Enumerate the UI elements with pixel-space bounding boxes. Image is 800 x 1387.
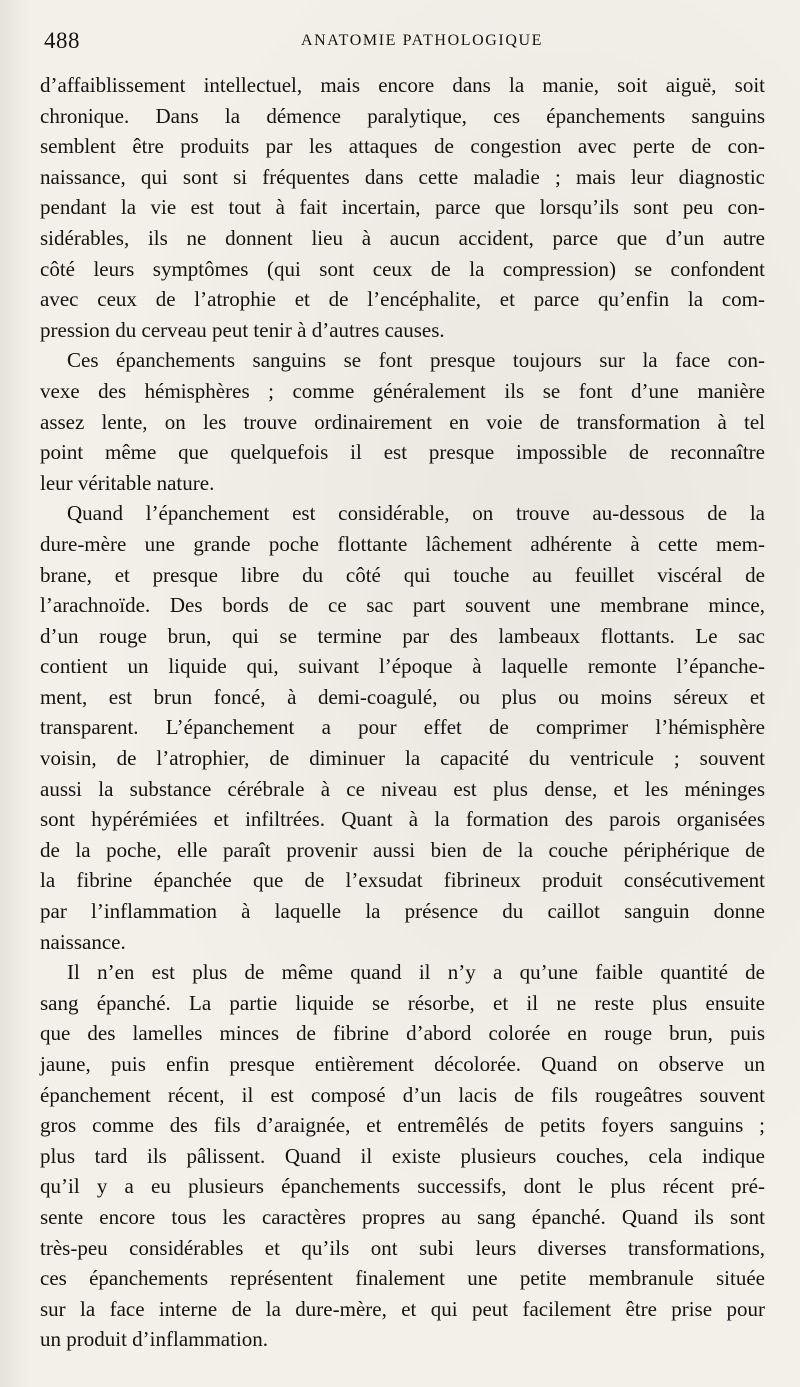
paragraph-3 — [40, 498, 765, 957]
text-line: que des lamelles minces de fibrine d’abord colorée en rouge brun, puis — [40, 1021, 765, 1046]
text-line: gros comme des fils d’araignée, et entremêlés de petits foyers sanguins ; — [40, 1113, 765, 1138]
text-line: pendant la vie est tout à fait incertain, parce que lorsqu’ils sont peu con- — [40, 195, 765, 220]
running-title: ANATOMIE PATHOLOGIQUE — [300, 32, 544, 49]
text-line: sente encore tous les caractères propres au sang épanché. Quand ils sont — [40, 1204, 765, 1229]
text-line: point même que quelquefois il est presque impossible de reconnaître — [40, 440, 765, 465]
text-line: sang épanché. La partie liquide se résorbe, et il ne reste plus ensuite — [40, 990, 765, 1015]
text-line: épanchement récent, il est composé d’un lacis de fils rougeâtres souvent — [40, 1082, 765, 1107]
page-number: 488 — [44, 28, 80, 53]
text-line: sidérables, ils ne donnent lieu à aucun accident, parce que d’un autre — [40, 225, 765, 250]
text-line: jaune, puis enfin presque entièrement décolorée. Quand on observe un — [40, 1052, 765, 1076]
text-line: d’un rouge brun, qui se termine par des lambeaux flottants. Le sac — [40, 623, 765, 648]
text-line: Quand l’épanchement est considérable, on trouve au-dessous de la — [67, 501, 765, 526]
text-line: sur la face interne de la dure-mère, et qui peut facilement être prise pour — [40, 1296, 765, 1321]
text-line: avec ceux de l’atrophie et de l’encéphalite, et parce qu’enfin la com- — [40, 287, 765, 312]
text-line: qu’il y a eu plusieurs épanchements successifs, dont le plus récent pré- — [40, 1174, 765, 1199]
text-line: Il n’en est plus de même quand il n’y a qu’une faible quantité de — [67, 960, 765, 985]
text-line: pression du cerveau peut tenir à d’autres causes. — [40, 317, 445, 342]
text-line: semblent être produits par les attaques de congestion avec perte de con- — [40, 134, 765, 159]
text-line: un produit d’inflammation. — [40, 1327, 269, 1352]
text-line: vexe des hémisphères ; comme généralement ils se font d’une manière — [40, 378, 765, 403]
text-line: dure-mère une grande poche flottante lâchement adhérente à cette mem- — [40, 531, 765, 556]
running-head — [42, 28, 762, 58]
text-line: très-peu considérables et qu’ils ont subi leurs diverses transformations, — [40, 1235, 765, 1260]
paragraph-4 — [40, 957, 765, 1355]
paragraph-2 — [40, 345, 765, 498]
text-line: naissance. — [40, 929, 126, 954]
text-line: voisin, de l’atrophier, de diminuer la capacité du ventricule ; souvent — [40, 746, 765, 771]
text-line: naissance, qui sont si fréquentes dans cette maladie ; mais leur diagnostic — [40, 164, 765, 189]
text-line: aussi la substance cérébrale à ce niveau est plus dense, et les méninges — [40, 776, 765, 801]
text-line: transparent. L’épanchement a pour effet de comprimer l’hémisphère — [40, 715, 765, 740]
text-line: ces épanchements représentent finalement une petite membranule située — [40, 1266, 765, 1291]
paragraph-1 — [40, 70, 765, 345]
text-line: Ces épanchements sanguins se font presque toujours sur la face con- — [67, 348, 765, 373]
text-line: sont hypérémiées et infiltrées. Quant à la formation des parois organisées — [40, 807, 765, 832]
text-line: d’affaiblissement intellectuel, mais encore dans la manie, soit aiguë, soit — [40, 73, 765, 97]
text-line: chronique. Dans la démence paralytique, ces épanchements sanguins — [40, 103, 765, 128]
text-line: côté leurs symptômes (qui sont ceux de la compression) se confondent — [40, 256, 765, 281]
text-line: l’arachnoïde. Des bords de ce sac part souvent une membrane mince, — [40, 593, 765, 618]
body-text — [40, 70, 765, 1355]
text-line: contient un liquide qui, suivant l’époque à laquelle remonte l’épanche- — [40, 654, 765, 679]
text-line: leur véritable nature. — [40, 470, 215, 495]
text-line: par l’inflammation à laquelle la présence du caillot sanguin donne — [40, 899, 765, 924]
text-line: assez lente, on les trouve ordinairement en voie de transformation à tel — [40, 409, 765, 434]
text-line: plus tard ils pâlissent. Quand il existe plusieurs couches, cela indique — [40, 1143, 765, 1168]
text-line: de la poche, elle paraît provenir aussi bien de la couche périphérique de — [40, 837, 765, 862]
text-line: la fibrine épanchée que de l’exsudat fibrineux produit consécutivement — [40, 868, 765, 893]
text-line: ment, est brun foncé, à demi-coagulé, ou plus ou moins séreux et — [40, 684, 765, 709]
text-line: brane, et presque libre du côté qui touche au feuillet viscéral de — [40, 562, 765, 587]
